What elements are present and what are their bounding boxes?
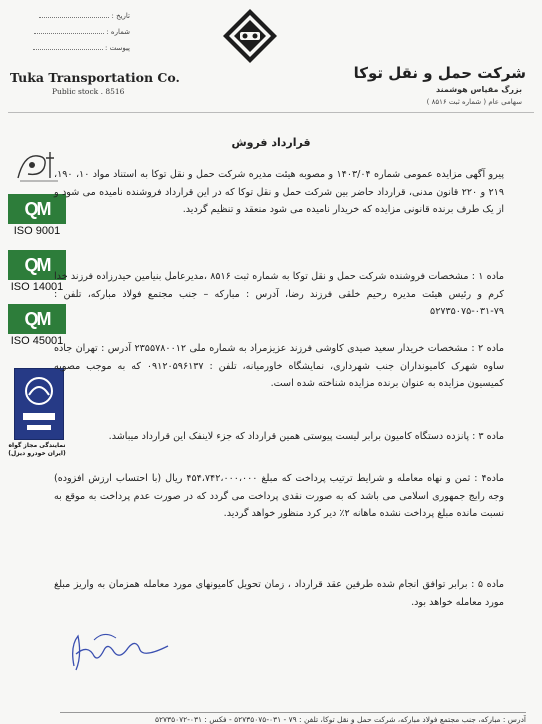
paragraph-article-3: ماده ۳ : پانزده دستگاه کامیون برابر لیست پیوستی همین قرارداد که جزء لاینفک این قرارداد میباشد. bbox=[108, 431, 504, 442]
iso-14001-label: ISO 14001 bbox=[10, 281, 64, 293]
iso-9001-label: ISO 9001 bbox=[13, 225, 61, 237]
ref-number-line bbox=[34, 33, 104, 34]
paragraph-article-4: ماده۴ : ثمن و نهاه معامله و شرایط ترتیب پرداخت که مبلغ ۴۵۴،۷۴۲،۰۰۰،۰۰۰ ریال (با احتساب ارزش افزوده) وجه رایج جمهوری اسلامی می باشد که به صورت نقدی پرداخت می گردد که در صورت عدم پرداخت به موقع به نسبت مانده مبلغ پرداخت نشده ماهانه ۲٪ دیر کرد منظور خواهد گردید. bbox=[54, 473, 504, 520]
ref-attachment-line bbox=[33, 49, 103, 50]
ref-date-label: تاریخ : bbox=[111, 12, 130, 20]
header-divider bbox=[8, 112, 534, 113]
company-stock-en: Public stock . 8516 bbox=[52, 87, 125, 96]
footer-address: آدرس : مبارکه، جنب مجتمع فولاد مبارکه، شرکت حمل و نقل توکا، تلفن : ۷۹ - ۰۳۱-۵۲۷۳۵۰۷۵ - فکس : ۰۳۱-۵۲۷۳۵۰۷۲ bbox=[60, 712, 526, 724]
company-name-fa: شرکت حمل و نقل توکا bbox=[353, 64, 526, 82]
ref-date bbox=[10, 12, 130, 20]
ref-number bbox=[10, 28, 130, 36]
qm-mark-text: QM bbox=[24, 198, 50, 219]
paragraph-article-5: ماده ۵ : برابر توافق انجام شده طرفین عقد قرارداد ، زمان تحویل کامیونهای مورد معامله همزمان به واریز مبلغ مورد معامله خواهد بود. bbox=[54, 579, 504, 608]
document-title: قرارداد فروش bbox=[231, 136, 311, 149]
tuka-logo-icon bbox=[222, 8, 278, 64]
ref-attachment bbox=[10, 44, 130, 52]
company-registration-fa: سهامی عام ( شماره ثبت ۸۵۱۶ ) bbox=[426, 98, 522, 106]
company-subtitle-fa: بزرگ مقیاس هوشمند bbox=[435, 85, 522, 94]
ref-attachment-label: پیوست : bbox=[105, 44, 130, 52]
company-name-en: Tuka Transportation Co. bbox=[10, 70, 180, 85]
signature-image bbox=[64, 626, 174, 674]
paragraph-article-2: ماده ۲ : مشخصات خریدار سعید صیدی کاوشی فرزند عزیزمراد به شماره ملی ۲۳۵۵۷۸۰۰۱۲ آدرس : تهران جاده ساوه شهرک کامیونداران جنب شهرداری، نمایشگاه خاورمیانه، تلفن : ۰۹۱۲۰۵۹۶۱۳۷ که به موجب مصوبه کمیسیون مزایده به عنوان برنده مزایده شناخته شده است. bbox=[54, 343, 504, 390]
iso-45001-label: ISO 45001 bbox=[10, 335, 64, 347]
ref-number-label: شماره : bbox=[106, 28, 130, 36]
dealer-caption: نمایندگی مجاز گواه (ایران خودرو دیزل) bbox=[8, 442, 66, 457]
paragraph-article-1: ماده ۱ : مشخصات فروشنده شرکت حمل و نقل توکا به شماره ثبت ۸۵۱۶ ،مدیرعامل بنیامین حیدرزاده فرزند خدا کرم و رئیس هیئت مدیره رحیم خلقی فرزند رضا، آدرس : مبارکه – جنب مجتمع فولاد مبارکه، تلفن : ۷۹-۰۳۱-۵۲۷۳۵۰۷۵ bbox=[54, 271, 504, 318]
qm-mark-text: QM bbox=[24, 308, 50, 329]
paragraph-intro: پیرو آگهی مزایده عمومی شماره ۱۴۰۳/۰۴ و مصوبه هیئت مدیره شرکت حمل و نقل توکا به استناد مواد ۱۰، ۱۹۰، ۲۱۹ و ۲۲۰ قانون مدنی، قرارداد حاضر بین شرکت حمل و نقل توکا که در این قرارداد فروشنده نامیده می شود و از یک طرف برنده قانونی مزایده که خریدار نامیده می شود منعقد و تنظیم گردید. bbox=[54, 169, 504, 216]
qm-mark-text: QM bbox=[24, 254, 50, 275]
ref-date-line bbox=[39, 17, 109, 18]
